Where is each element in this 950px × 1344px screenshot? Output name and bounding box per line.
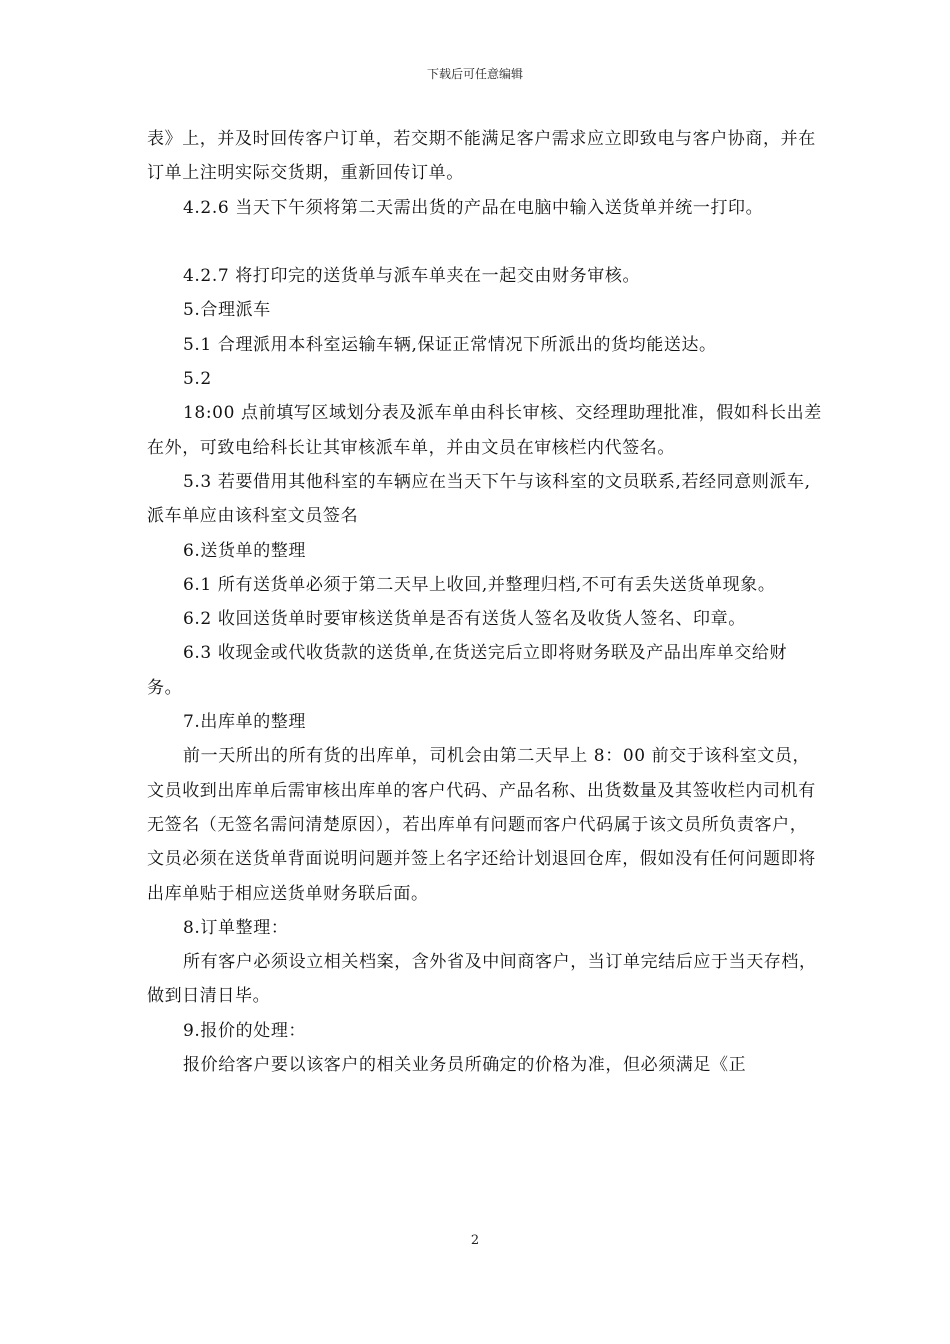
paragraph-5-2-label: 5.2: [183, 369, 212, 390]
paragraph-8: 所有客户必须设立相关档案，含外省及中间商客户，当订单完结后应于当天存档，做到日清日毕。: [147, 952, 817, 1007]
section-heading-5: 5.合理派车: [183, 300, 271, 321]
paragraph-3: 4.2.7 将打印完的送货单与派车单夹在一起交由财务审核。: [183, 266, 641, 287]
paragraph-7: 前一天所出的所有货的出库单，司机会由第二天早上 8：00 前交于该科室文员，文员收到出库单后需审核出库单的客户代码、产品名称、出货数量及其签收栏内司机有无签名（无签名需问清楚原因），若出库单有问题而客户代码属于该文员所负责客户，文员必须在送货单背面说明问题并签上名字还给计划退回仓库，假如没有任何问题即将出库单贴于相应送货单财务联后面。: [147, 746, 816, 904]
section-heading-9: 9.报价的处理：: [183, 1020, 307, 1041]
paragraph-6-2: 6.2 收回送货单时要审核送货单是否有送货人签名及收货人签名、印章。: [183, 609, 746, 630]
paragraph-9: 报价给客户要以该客户的相关业务员所确定的价格为准，但必须满足《正: [183, 1055, 747, 1076]
paragraph-5-2: 18:00 点前填写区域划分表及派车单由科长审核、交经理助理批准，假如科长出差在外，可致电给科长让其审核派车单，并由文员在审核栏内代签名。: [147, 403, 822, 458]
section-heading-8: 8.订单整理：: [183, 917, 289, 938]
section-heading-7: 7.出库单的整理: [183, 712, 307, 733]
paragraph-1: 表》上，并及时回传客户订单，若交期不能满足客户需求应立即致电与客户协商，并在订单上注明实际交货期，重新回传订单。: [147, 129, 816, 184]
page-number: 2: [470, 1233, 480, 1248]
page-header: 下载后可任意编辑: [426, 67, 523, 81]
paragraph-5-3: 5.3 若要借用其他科室的车辆应在当天下午与该科室的文员联系,若经同意则派车,派车单应由该科室文员签名: [147, 471, 811, 527]
paragraph-6-1: 6.1 所有送货单必须于第二天早上收回,并整理归档,不可有丢失送货单现象。: [183, 574, 776, 595]
paragraph-5-1: 5.1 合理派用本科室运输车辆,保证正常情况下所派出的货均能送达。: [183, 334, 717, 355]
document-body: [147, 122, 822, 1082]
section-heading-6: 6.送货单的整理: [183, 540, 307, 561]
paragraph-2: 4.2.6 当天下午须将第二天需出货的产品在电脑中输入送货单并统一打印。: [183, 197, 764, 218]
paragraph-6-3: 6.3 收现金或代收货款的送货单,在货送完后立即将财务联及产品出库单交给财务。: [147, 643, 788, 698]
